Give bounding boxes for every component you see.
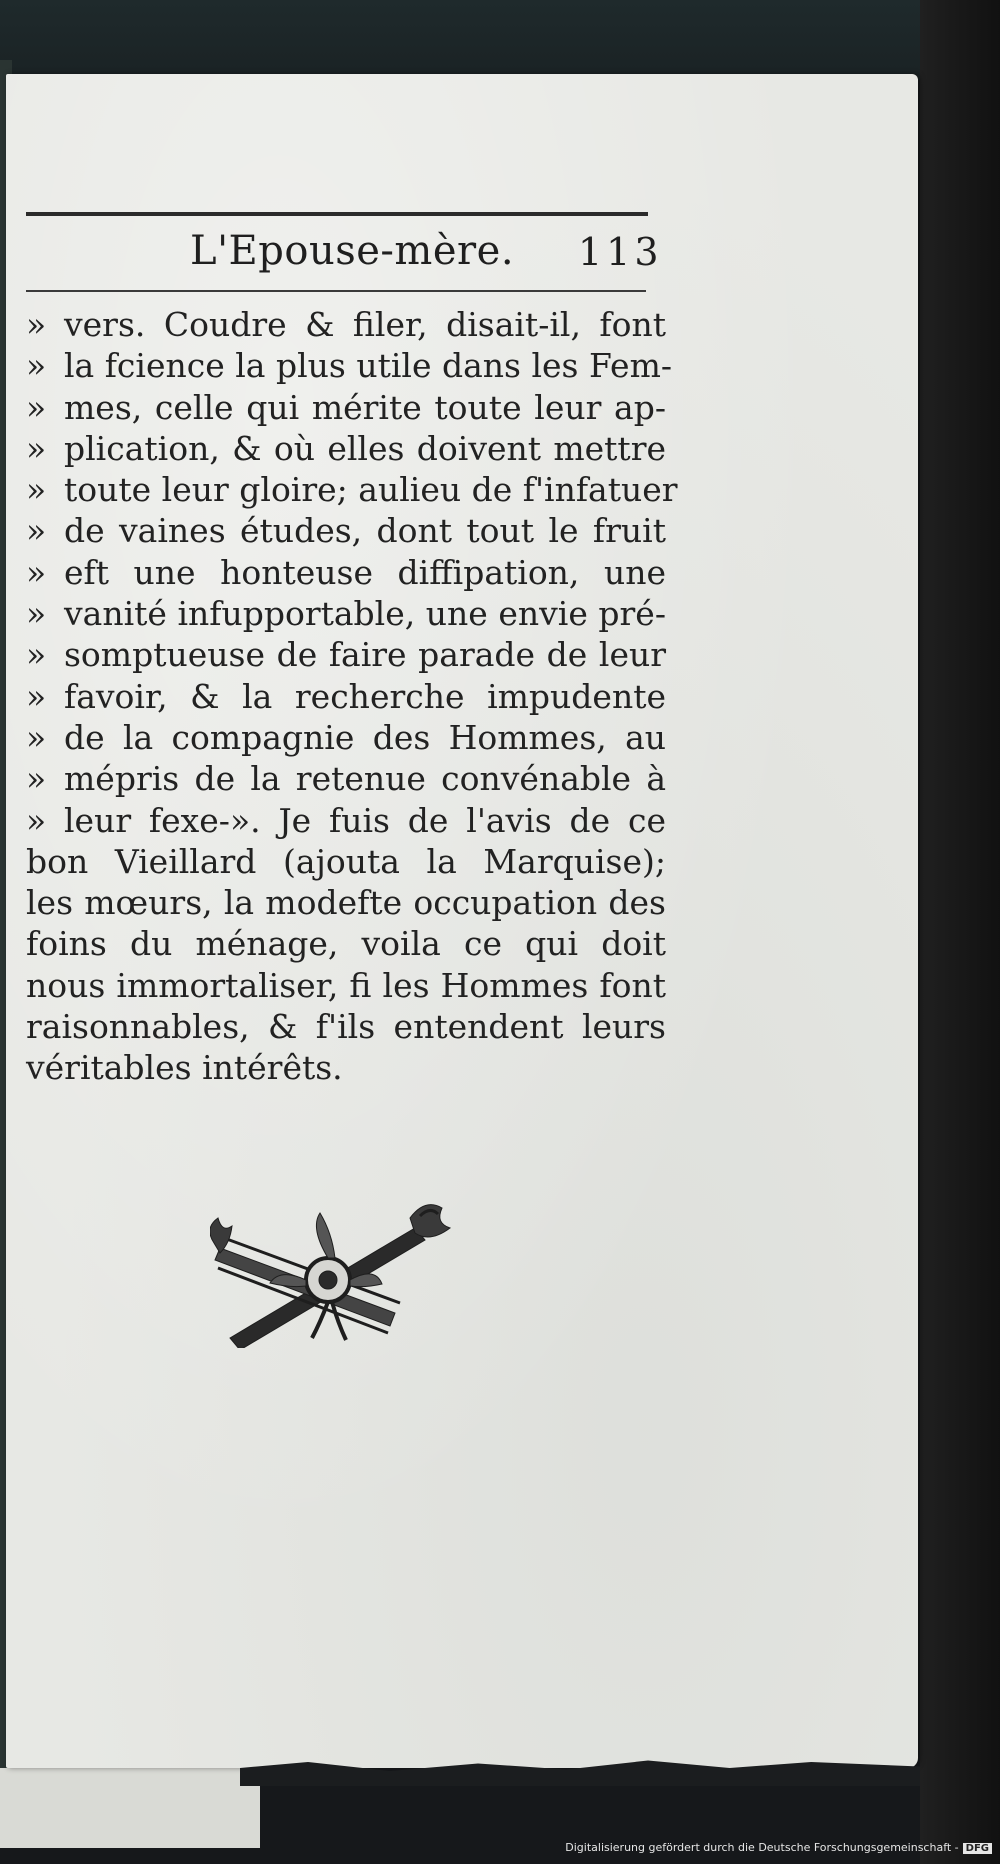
quote-mark: » bbox=[26, 428, 47, 468]
quote-mark: » bbox=[26, 511, 47, 551]
text-line: bon Vieillard (ajouta la Marquise); bbox=[26, 841, 666, 881]
text-line: foins du ménage, voila ce qui doit bbox=[26, 924, 666, 964]
text-line: » toute leur gloire; aulieu de f'infatuer bbox=[26, 470, 678, 510]
running-title: L'Epouse-mère. bbox=[190, 228, 515, 274]
body-text bbox=[26, 304, 678, 1089]
quote-mark: » bbox=[26, 552, 47, 592]
text-line: » vers. Coudre & filer, disait-il, font bbox=[26, 305, 666, 344]
text-line: » plication, & où elles doivent mettre bbox=[26, 428, 666, 468]
scan-backdrop-top bbox=[0, 0, 1000, 80]
quote-mark: » bbox=[26, 635, 47, 675]
text-line: » de vaines études, dont tout le fruit bbox=[26, 511, 666, 551]
text-line: » la fcience la plus utile dans les Fem- bbox=[26, 346, 673, 386]
header-rule-top bbox=[26, 212, 648, 216]
quote-mark: » bbox=[26, 594, 47, 634]
text-line: » somptueuse de faire parade de leur bbox=[26, 635, 666, 675]
digitization-credit: Digitalisierung gefördert durch die Deutsche Forschungsgemeinschaft - DFG bbox=[565, 1841, 992, 1854]
crossed-torches-ornament-icon bbox=[210, 1188, 460, 1348]
quote-mark: » bbox=[26, 346, 47, 386]
text-line: » favoir, & la recherche impudente bbox=[26, 676, 666, 716]
quote-mark: » bbox=[26, 717, 47, 757]
page-number: 113 bbox=[578, 230, 663, 274]
quote-mark: » bbox=[26, 759, 47, 799]
quote-mark: » bbox=[26, 305, 47, 344]
text-line: » leur fexe-». Je fuis de l'avis de ce bbox=[26, 800, 666, 840]
text-line: raisonnables, & f'ils entendent leurs bbox=[26, 1007, 666, 1047]
underlying-page-edge bbox=[0, 1768, 260, 1848]
dfg-logo: DFG bbox=[963, 1843, 992, 1854]
text-line: » mépris de la retenue convénable à bbox=[26, 759, 666, 799]
quote-mark: » bbox=[26, 387, 47, 427]
quote-mark: » bbox=[26, 800, 47, 840]
text-line: » de la compagnie des Hommes, au bbox=[26, 717, 666, 757]
text-line: » mes, celle qui mérite toute leur ap- bbox=[26, 387, 666, 427]
text-line: nous immortaliser, fi les Hommes font bbox=[26, 965, 666, 1005]
text-line: les mœurs, la modefte occupation des bbox=[26, 883, 666, 923]
quote-mark: » bbox=[26, 470, 47, 510]
text-line: » vanité infupportable, une envie pré- bbox=[26, 594, 666, 634]
text-line: » eft une honteuse diffipation, une bbox=[26, 552, 666, 592]
text-line: véritables intérêts. bbox=[26, 1048, 343, 1088]
scan-backdrop-right bbox=[920, 0, 1000, 1864]
quote-mark: » bbox=[26, 676, 47, 716]
header-rule-bottom bbox=[26, 290, 646, 292]
